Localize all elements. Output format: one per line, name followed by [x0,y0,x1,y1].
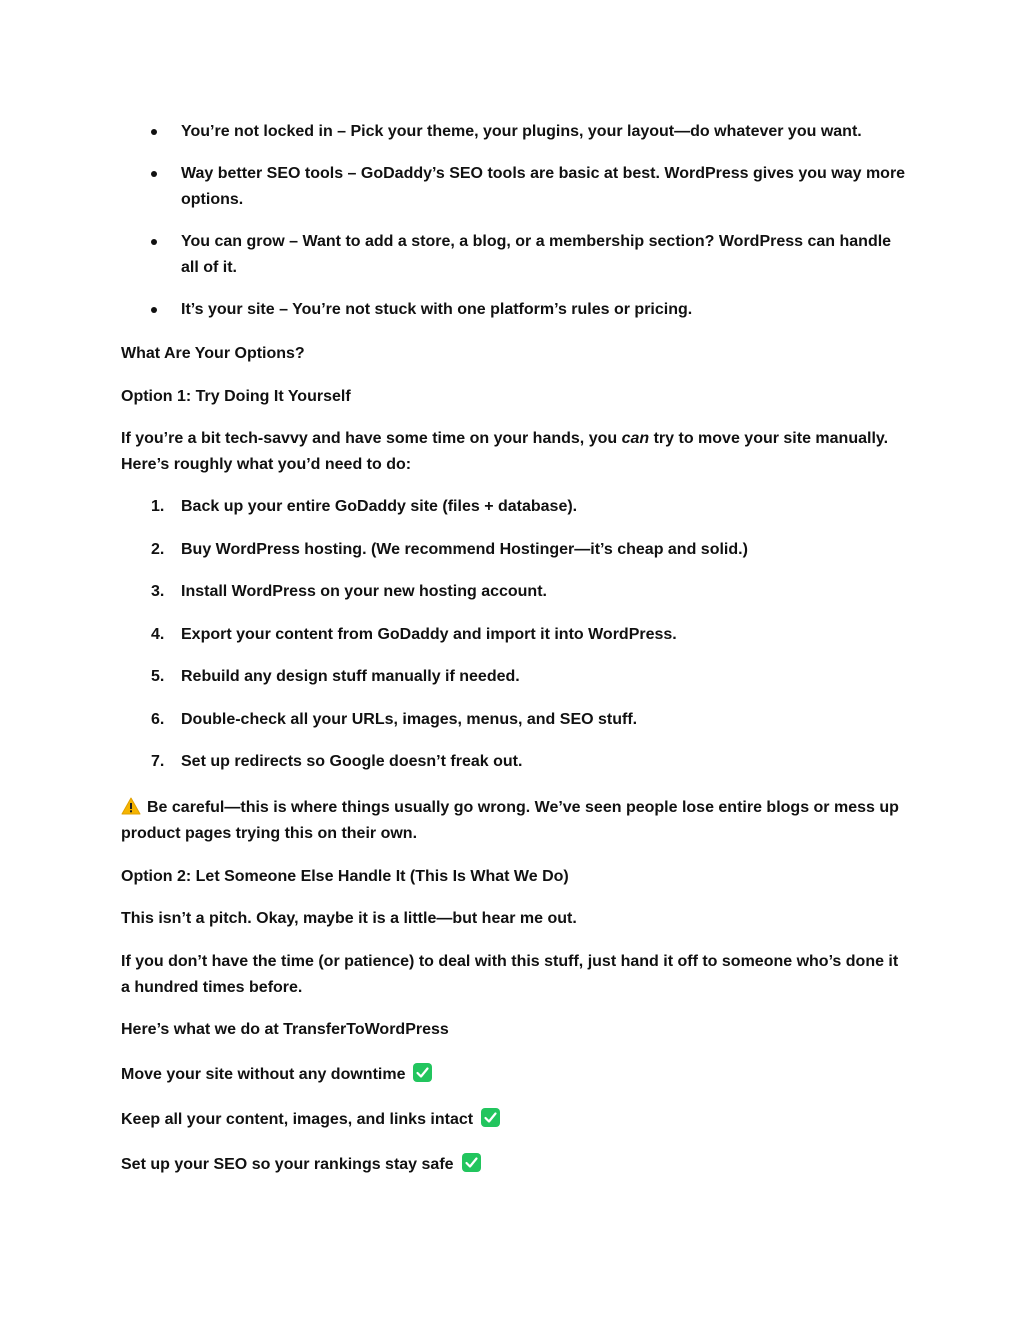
list-item: 3. Install WordPress on your new hosting account. [151,583,547,600]
list-item: 7. Set up redirects so Google doesn’t freak out. [151,753,523,770]
check-item: Set up your SEO so your rankings stay safe [121,1152,911,1178]
list-item: Way better SEO tools – GoDaddy’s SEO tools are basic at best. WordPress gives you way more options. [121,161,911,213]
list-item: 6. Double-check all your URLs, images, menus, and SEO stuff. [151,710,638,728]
check-item: Move your site without any downtime [121,1062,911,1088]
pitch-paragraph: This isn’t a pitch. Okay, maybe it is a little—but hear me out. [121,910,577,927]
list-item: You can grow – Want to add a store, a blog, or a membership section? WordPress can handle all of it. [121,229,911,281]
option1-intro: If you’re a bit tech-savvy and have some time on your hands, you can try to move your site manually. Here’s roughly what you’d need to do: [121,430,889,473]
list-item: 4. Export your content from GoDaddy and import it into WordPress. [151,625,677,643]
list-item: You’re not locked in – Pick your theme, your plugins, your layout—do whatever you want. [121,119,911,145]
steps-list [121,494,911,792]
check-mark-icon [462,1153,481,1172]
check-item: Keep all your content, images, and links intact [121,1107,911,1133]
list-item: 5. Rebuild any design stuff manually if needed. [151,668,520,685]
list-item: It’s your site – You’re not stuck with one platform’s rules or pricing. [121,297,911,323]
bullet-dot [151,171,157,177]
option1-title: Option 1: Try Doing It Yourself [121,388,351,405]
warning-icon [121,797,141,815]
list-item: 1. Back up your entire GoDaddy site (files + database). [151,498,578,515]
options-heading: What Are Your Options? [121,345,305,362]
option2-title: Option 2: Let Someone Else Handle It (This Is What We Do) [121,868,569,885]
bullet-dot [151,239,157,245]
bullet-dot [151,129,157,135]
benefits-list [121,119,911,339]
warning-paragraph: Be careful—this is where things usually go wrong. We’ve seen people lose entire blogs or mess up product pages trying this on their own. [121,799,899,842]
handoff-paragraph: If you don’t have the time (or patience) to deal with this stuff, just hand it off to someone who’s done it a hundred times before. [121,953,899,996]
check-mark-icon [481,1108,500,1127]
list-item: 2. Buy WordPress hosting. (We recommend Hostinger—it’s cheap and solid.) [151,540,748,558]
bullet-dot [151,307,157,313]
heres-what-heading: Here’s what we do at TransferToWordPress [121,1021,449,1038]
check-mark-icon [413,1063,432,1082]
